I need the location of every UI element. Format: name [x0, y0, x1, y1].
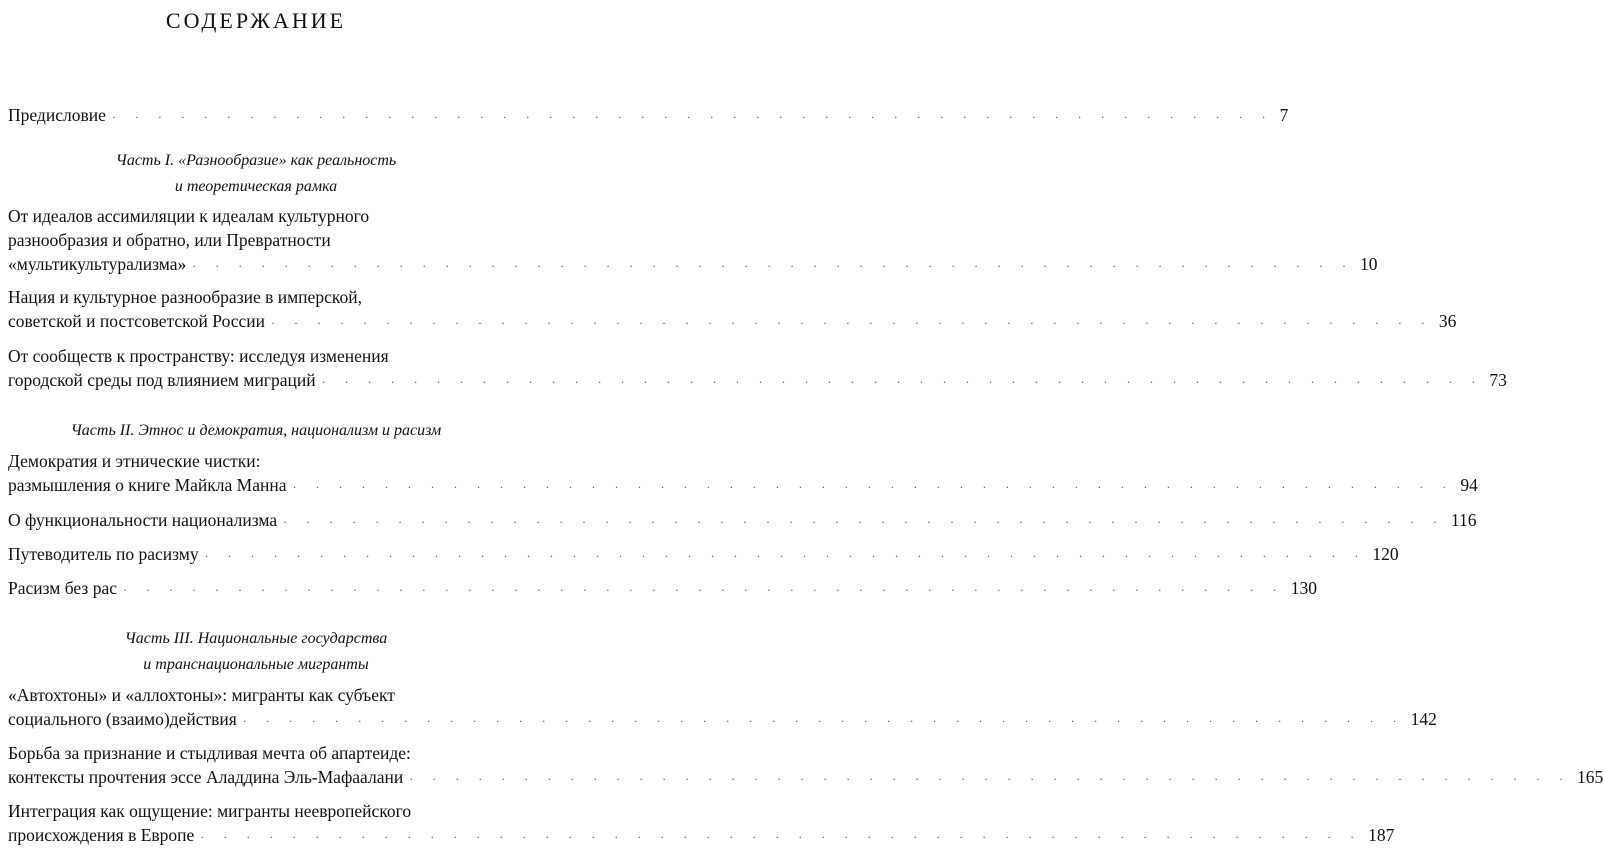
dot-leader: · · · · · · · · · · · · · · · · · · · · · · · · · · · · · · · · · · · · · · · · · · · · · · · · · · · — [122, 583, 1285, 597]
entry-line: Демократия и этнические чистки: — [8, 451, 261, 471]
page-number: 187 — [1368, 825, 1395, 845]
part-heading-line: и транснациональные мигранты — [143, 656, 369, 673]
page-number: 130 — [1290, 578, 1318, 598]
part-2-heading — [0, 418, 512, 444]
part-heading-line: и теоретическая рамка — [174, 178, 338, 195]
toc-entry[interactable] — [8, 542, 1399, 568]
page-number: 142 — [1410, 709, 1437, 729]
entry-line: От сообществ к пространству: исследуя изменения — [8, 346, 389, 366]
entry-line: контексты прочтения эссе Аладдина Эль-Мафаалани — [8, 767, 404, 787]
dot-leader: · · · · · · · · · · · · · · · · · · · · · · · · · · · · · · · · · · · · · · · · · · · · · · · · · · · — [192, 259, 1355, 273]
entry-line: О функциональности национализма — [8, 510, 278, 530]
entry-line: «мультикультурализма» — [8, 254, 187, 274]
page-number: 165 — [1577, 767, 1603, 787]
page-number: 7 — [1279, 105, 1289, 125]
entry-line: Интеграция как ощущение: мигранты неевропейского — [8, 801, 412, 821]
entry-line: Борьба за признание и стыдливая мечта об апартеиде: — [8, 743, 411, 763]
part-1-heading — [0, 148, 512, 200]
entry-line: От идеалов ассимиляции к идеалам культурного — [8, 206, 370, 226]
dot-leader: · · · · · · · · · · · · · · · · · · · · · · · · · · · · · · · · · · · · · · · · · · · · · · · · · · · — [242, 714, 1405, 728]
part-3-heading — [0, 626, 512, 678]
part-heading-line: Часть III. Национальные государства — [124, 630, 388, 647]
page-number: 10 — [1360, 254, 1378, 274]
dot-leader: · · · · · · · · · · · · · · · · · · · · · · · · · · · · · · · · · · · · · · · · · · · · · · · · · · · — [283, 515, 1445, 529]
toc-entry[interactable] — [8, 285, 1457, 335]
part-heading-line: Часть I. «Разнообразие» как реальность — [115, 152, 397, 169]
entry-line: происхождения в Европе — [8, 825, 195, 845]
entry-title: Предисловие — [8, 105, 106, 125]
dot-leader: · · · · · · · · · · · · · · · · · · · · · · · · · · · · · · · · · · · · · · · · · · · · · · · · · · · — [111, 110, 1274, 124]
entry-line: размышления о книге Майкла Манна — [8, 475, 287, 495]
entry-line: городской среды под влиянием миграций — [8, 370, 316, 390]
dot-leader: · · · · · · · · · · · · · · · · · · · · · · · · · · · · · · · · · · · · · · · · · · · · · · · · · · · — [409, 772, 1572, 786]
toc-entry[interactable] — [8, 204, 1378, 278]
toc-entry[interactable] — [8, 741, 1603, 791]
page-number: 94 — [1460, 475, 1478, 495]
entry-line: советской и постсоветской России — [8, 311, 266, 331]
dot-leader: · · · · · · · · · · · · · · · · · · · · · · · · · · · · · · · · · · · · · · · · · · · · · · · · · · · — [271, 316, 1433, 330]
page-number: 73 — [1489, 370, 1507, 390]
toc-entry[interactable] — [8, 508, 1477, 534]
toc-entry[interactable] — [8, 799, 1395, 849]
toc-entry[interactable] — [8, 683, 1437, 733]
toc-entry[interactable] — [8, 344, 1507, 394]
page-title: СОДЕРЖАНИЕ — [165, 8, 347, 33]
dot-leader: · · · · · · · · · · · · · · · · · · · · · · · · · · · · · · · · · · · · · · · · · · · · · · · · · · · — [292, 480, 1455, 494]
entry-line: Расизм без рас — [8, 578, 117, 598]
toc-entry[interactable] — [8, 576, 1318, 602]
page-number: 120 — [1372, 544, 1399, 564]
toc-entry-preface[interactable] — [8, 103, 1289, 129]
dot-leader: · · · · · · · · · · · · · · · · · · · · · · · · · · · · · · · · · · · · · · · · · · · · · · · · · · · — [321, 375, 1484, 389]
entry-line: «Автохтоны» и «аллохтоны»: мигранты как субъект — [8, 685, 395, 705]
entry-line: социального (взаимо)действия — [8, 709, 237, 729]
entry-line: Путеводитель по расизму — [8, 544, 199, 564]
page-number: 36 — [1438, 311, 1457, 331]
entry-line: разнообразия и обратно, или Превратности — [8, 230, 331, 250]
part-heading-line: Часть II. Этнос и демократия, национализм и расизм — [70, 422, 442, 439]
toc-entry[interactable] — [8, 449, 1478, 499]
dot-leader: · · · · · · · · · · · · · · · · · · · · · · · · · · · · · · · · · · · · · · · · · · · · · · · · · · · — [204, 549, 1367, 563]
dot-leader: · · · · · · · · · · · · · · · · · · · · · · · · · · · · · · · · · · · · · · · · · · · · · · · · · · · — [200, 830, 1363, 844]
entry-line: Нация и культурное разнообразие в имперской, — [8, 287, 362, 307]
page-number: 116 — [1450, 510, 1477, 530]
